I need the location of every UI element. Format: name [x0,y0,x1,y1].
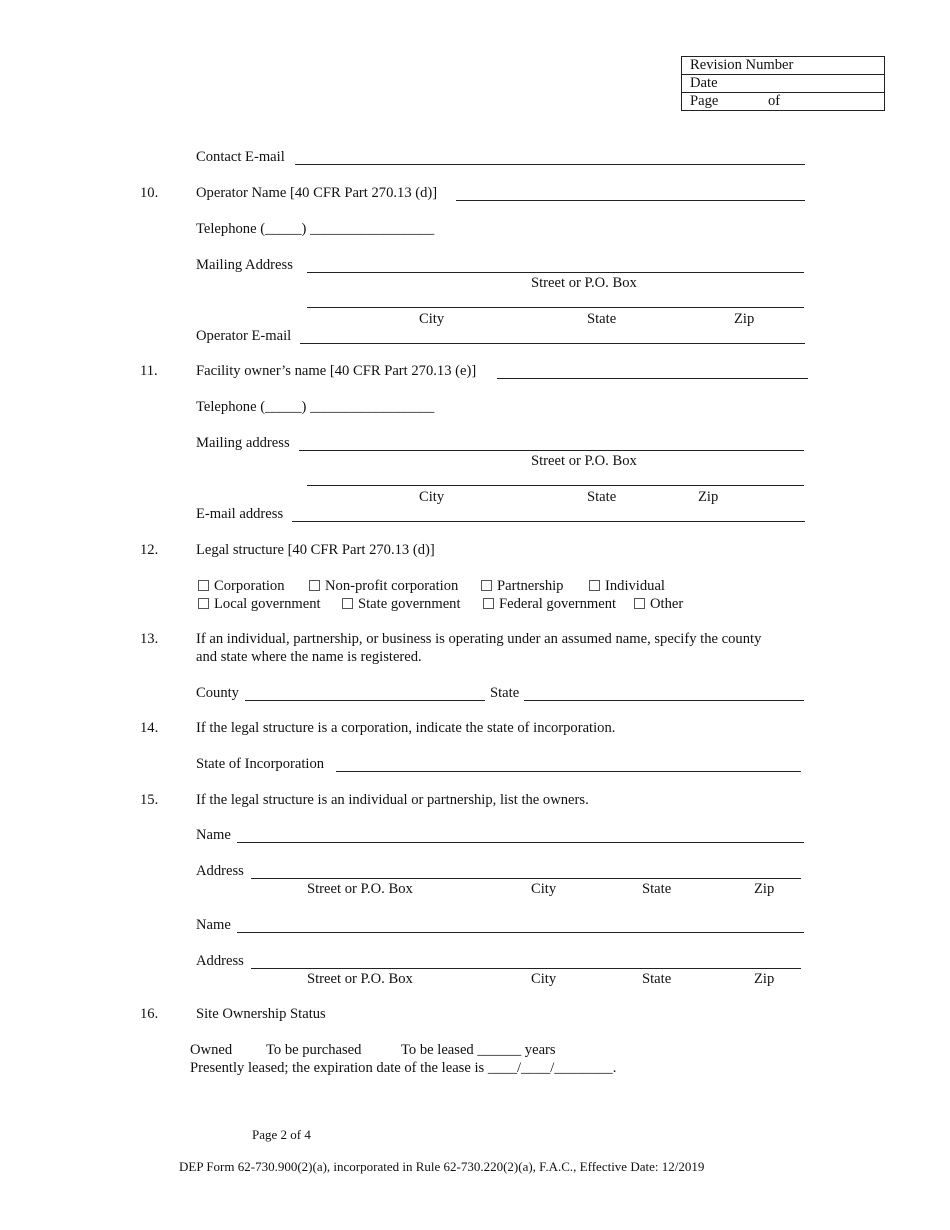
operator-street-input[interactable] [307,258,804,273]
assumed-name-state-input[interactable] [524,686,804,701]
page-of-label: of [768,93,781,109]
owner2-name-input[interactable] [237,918,804,933]
operator-email-input[interactable] [300,329,805,344]
checkbox-icon [309,580,320,591]
q16-label: Site Ownership Status [196,1006,326,1022]
checkbox-icon [342,598,353,609]
option-presently-leased[interactable]: Presently leased; the expiration date of the lease is ____/____/________. [190,1060,617,1076]
owner1-city-caption: City [531,881,557,897]
owner-name-input[interactable] [497,364,808,379]
q10-label: Operator Name [40 CFR Part 270.13 (d)] [196,185,438,201]
owner2-address-label: Address [196,953,244,969]
revision-box [681,56,885,111]
county-label: County [196,685,239,701]
operator-email-label: Operator E-mail [196,328,292,344]
checkbox-icon [483,598,494,609]
owner2-name-label: Name [196,917,231,933]
operator-telephone-field[interactable]: Telephone (_____) _________________ [196,221,435,237]
page-number: Page 2 of 4 [252,1127,311,1142]
owner1-address-input[interactable] [251,864,801,879]
operator-street-caption: Street or P.O. Box [531,275,637,291]
owner1-zip-caption: Zip [754,881,775,897]
owner-email-input[interactable] [292,507,805,522]
option-label: Corporation [214,578,285,594]
operator-city-caption: City [419,311,445,327]
q12-label: Legal structure [40 CFR Part 270.13 (d)] [196,542,435,558]
q12-number: 12. [140,542,159,558]
owner2-city-caption: City [531,971,557,987]
page-label: Page [690,93,719,109]
option-partnership[interactable] [481,578,563,595]
option-label: Federal government [499,596,617,612]
q13-line1: If an individual, partnership, or business is operating under an assumed name, specify the county [196,631,762,647]
county-input[interactable] [245,686,485,701]
q11-number: 11. [140,363,158,379]
owner-city-caption: City [419,489,445,505]
q16-number: 16. [140,1006,159,1022]
checkbox-icon [589,580,600,591]
option-individual[interactable] [589,578,665,595]
owner1-name-input[interactable] [237,828,804,843]
checkbox-icon [198,580,209,591]
option-label: Local government [214,596,321,612]
option-label: Non-profit corporation [325,578,459,594]
q15-number: 15. [140,792,159,808]
q13-number: 13. [140,631,159,647]
operator-city-state-zip-input[interactable] [307,293,804,308]
owner-telephone-field[interactable]: Telephone (_____) _________________ [196,399,435,415]
page-field[interactable] [682,93,884,110]
state-of-incorporation-input[interactable] [336,757,801,772]
q10-number: 10. [140,185,159,201]
owner2-address-input[interactable] [251,954,801,969]
checkbox-icon [634,598,645,609]
owner2-state-caption: State [642,971,672,987]
contact-email-label: Contact E-mail [196,149,285,165]
revision-number-label: Revision Number [690,57,794,73]
checkbox-icon [481,580,492,591]
owner-street-input[interactable] [299,436,804,451]
option-corporation[interactable] [198,578,285,595]
q14-label: If the legal structure is a corporation, indicate the state of incorporation. [196,720,616,736]
option-non-profit-corporation[interactable] [309,578,458,595]
owner2-street-caption: Street or P.O. Box [307,971,413,987]
q14-number: 14. [140,720,159,736]
owner1-state-caption: State [642,881,672,897]
date-field[interactable] [682,75,884,93]
option-other[interactable] [634,596,683,613]
option-label: Partnership [497,578,564,594]
owner-email-label: E-mail address [196,506,284,522]
q13-line2: and state where the name is registered. [196,649,422,665]
owner-state-caption: State [587,489,617,505]
owner-city-state-zip-input[interactable] [307,471,804,486]
operator-name-input[interactable] [456,186,805,201]
option-label: Other [650,596,684,612]
assumed-name-state-label: State [490,685,520,701]
q15-label: If the legal structure is an individual or partnership, list the owners. [196,792,589,808]
date-label: Date [690,75,718,91]
option-to-be-purchased[interactable]: To be purchased [266,1042,362,1058]
owner1-address-label: Address [196,863,244,879]
form-citation: DEP Form 62-730.900(2)(a), incorporated in Rule 62-730.220(2)(a), F.A.C., Effective Date: 12/2019 [179,1159,705,1174]
q11-label: Facility owner’s name [40 CFR Part 270.13 (e)] [196,363,477,379]
checkbox-icon [198,598,209,609]
operator-state-caption: State [587,311,617,327]
owner1-street-caption: Street or P.O. Box [307,881,413,897]
owner-mailing-label: Mailing address [196,435,290,451]
operator-zip-caption: Zip [734,311,755,327]
owner-street-caption: Street or P.O. Box [531,453,637,469]
option-state-government[interactable] [342,596,461,613]
owner2-zip-caption: Zip [754,971,775,987]
option-label: Individual [605,578,665,594]
owner1-name-label: Name [196,827,231,843]
option-owned[interactable]: Owned [190,1042,233,1058]
revision-number-field[interactable] [682,57,884,75]
operator-mailing-label: Mailing Address [196,257,293,273]
state-of-incorporation-label: State of Incorporation [196,756,325,772]
option-to-be-leased[interactable]: To be leased ______ years [401,1042,556,1058]
option-federal-government[interactable] [483,596,616,613]
contact-email-input[interactable] [295,150,805,165]
option-local-government[interactable] [198,596,321,613]
option-label: State government [358,596,461,612]
owner-zip-caption: Zip [698,489,719,505]
